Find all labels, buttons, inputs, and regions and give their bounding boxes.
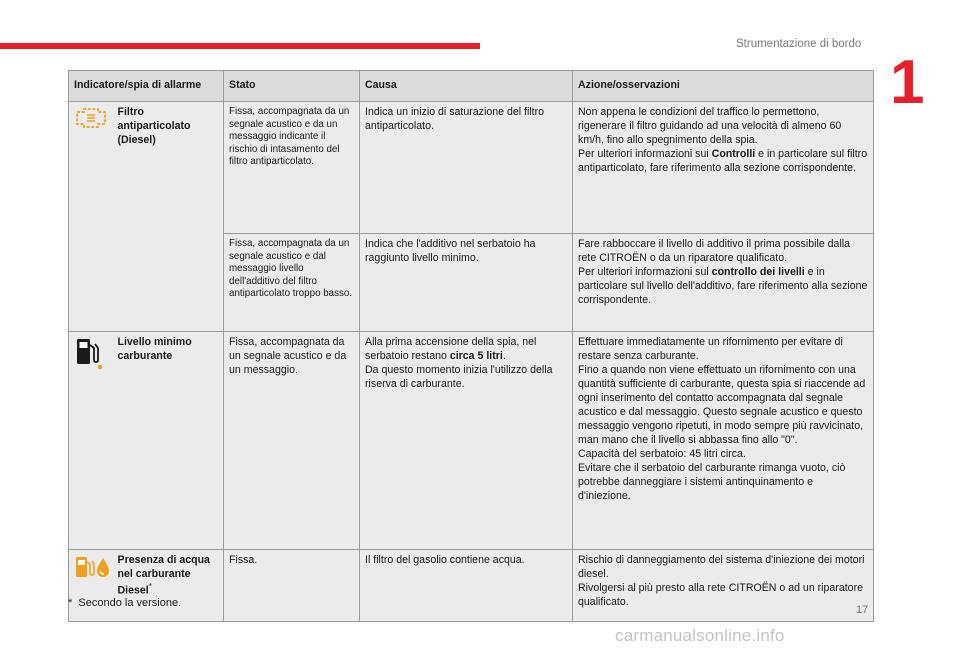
action-cell (573, 234, 874, 332)
action-text-bold: controllo dei livelli (711, 265, 805, 278)
action-text: e in particolare sul filtro antiparticolato, fare riferimento alla sezione corrispondente. (578, 147, 868, 174)
action-text: e in particolare sul livello dell'additivo, fare riferimento alla sezione corrispondente. (578, 265, 868, 306)
status-cell: Fissa, accompagnata da un segnale acustico e da un messaggio. (224, 332, 360, 550)
cause-cell: Indica che l'additivo nel serbatoio ha raggiunto livello minimo. (360, 234, 573, 332)
cause-text: Alla prima accensione della spia, nel serbatoio restano (365, 336, 537, 362)
water-in-diesel-icon (74, 571, 112, 583)
column-header-indicator: Indicatore/spia di allarme (69, 71, 224, 102)
action-text: Evitare che il serbatoio del carburante rimanga vuoto, ciò potrebbe danneggiare i sistemi antinquinamento e d'iniezione. (578, 461, 846, 502)
cause-cell (360, 332, 573, 550)
indicator-icon-cell (69, 550, 113, 622)
status-cell: Fissa, accompagnata da un segnale acustico e dal messaggio livello dell'additivo del filtro antiparticolato troppo basso. (224, 234, 360, 332)
cause-text: Da questo momento inizia l'utilizzo della riserva di carburante. (365, 363, 553, 390)
action-cell (573, 332, 874, 550)
footnote-text: Secondo la versione. (78, 597, 182, 609)
watermark: carmanualsonline.info (615, 626, 785, 645)
warning-lights-table (68, 70, 874, 622)
table-row (69, 550, 874, 622)
action-text: Effettuare immediatamente un rifornimento per evitare di restare senza carburante. (578, 336, 843, 362)
action-text: Per ulteriori informazioni sul (578, 265, 712, 278)
page-number: 17 (856, 604, 869, 616)
indicator-icon-cell (69, 102, 113, 332)
footnote (68, 597, 181, 609)
action-text: Fare rabboccare il livello di additivo il prima possibile dalla rete CITROËN o da un riparatore qualificato. (578, 238, 851, 264)
column-header-cause: Causa (360, 71, 573, 102)
footnote-mark: * (148, 581, 152, 591)
action-text: Rischio di danneggiamento del sistema d'iniezione dei motori diesel. (578, 554, 865, 580)
table-row (69, 102, 874, 234)
action-text: Non appena le condizioni del traffico lo permettono, rigenerare il filtro guidando ad una velocità di almeno 60 km/h, fino allo spegnimento della spia. (578, 106, 842, 146)
header-accent-bar (0, 43, 480, 49)
action-cell (573, 550, 874, 622)
fuel-pump-icon (74, 361, 104, 373)
section-title: Strumentazione di bordo (736, 38, 862, 50)
indicator-name-text: Presenza di acqua nel carburante Diesel (117, 554, 210, 597)
chapter-number: 1 (890, 48, 925, 117)
table-header-row (69, 71, 874, 102)
indicator-name: Filtro antiparticolato (Diesel) (113, 102, 224, 332)
action-text: Per ulteriori informazioni sui (578, 147, 712, 160)
indicator-icon-cell (69, 332, 113, 550)
indicator-name (113, 550, 224, 622)
status-cell: Fissa, accompagnata da un segnale acustico e da un messaggio indicante il rischio di intasamento del filtro antiparticolato. (224, 102, 360, 234)
column-header-status: Stato (224, 71, 360, 102)
cause-text-bold: circa 5 litri (449, 349, 503, 362)
indicator-name: Livello minimo carburante (113, 332, 224, 550)
action-text: Capacità del serbatoio: 45 litri circa. (578, 447, 746, 460)
cause-text: . (502, 349, 506, 362)
action-cell (573, 102, 874, 234)
table-row (69, 332, 874, 550)
footnote-mark: * (68, 597, 73, 609)
action-text-bold: Controlli (711, 147, 756, 160)
cause-cell: Indica un inizio di saturazione del filtro antiparticolato. (360, 102, 573, 234)
action-text: Rivolgersi al più presto alla rete CITROËN o ad un riparatore qualificato. (578, 581, 863, 608)
column-header-action: Azione/osservazioni (573, 71, 874, 102)
status-cell: Fissa. (224, 550, 360, 622)
cause-cell: Il filtro del gasolio contiene acqua. (360, 550, 573, 622)
action-text: Fino a quando non viene effettuato un rifornimento con una quantità sufficiente di carburante, questa spia si riaccende ad ogni inserimento del contatto accompagnata dal segnale acustico e dal messaggio. Questo segnale acustico e questo messaggio vengono ripetuti, in modo sempre più ravvicinato, man mano che il livello si abbassa fino allo "0". (578, 363, 866, 446)
particulate-filter-icon (74, 121, 108, 133)
